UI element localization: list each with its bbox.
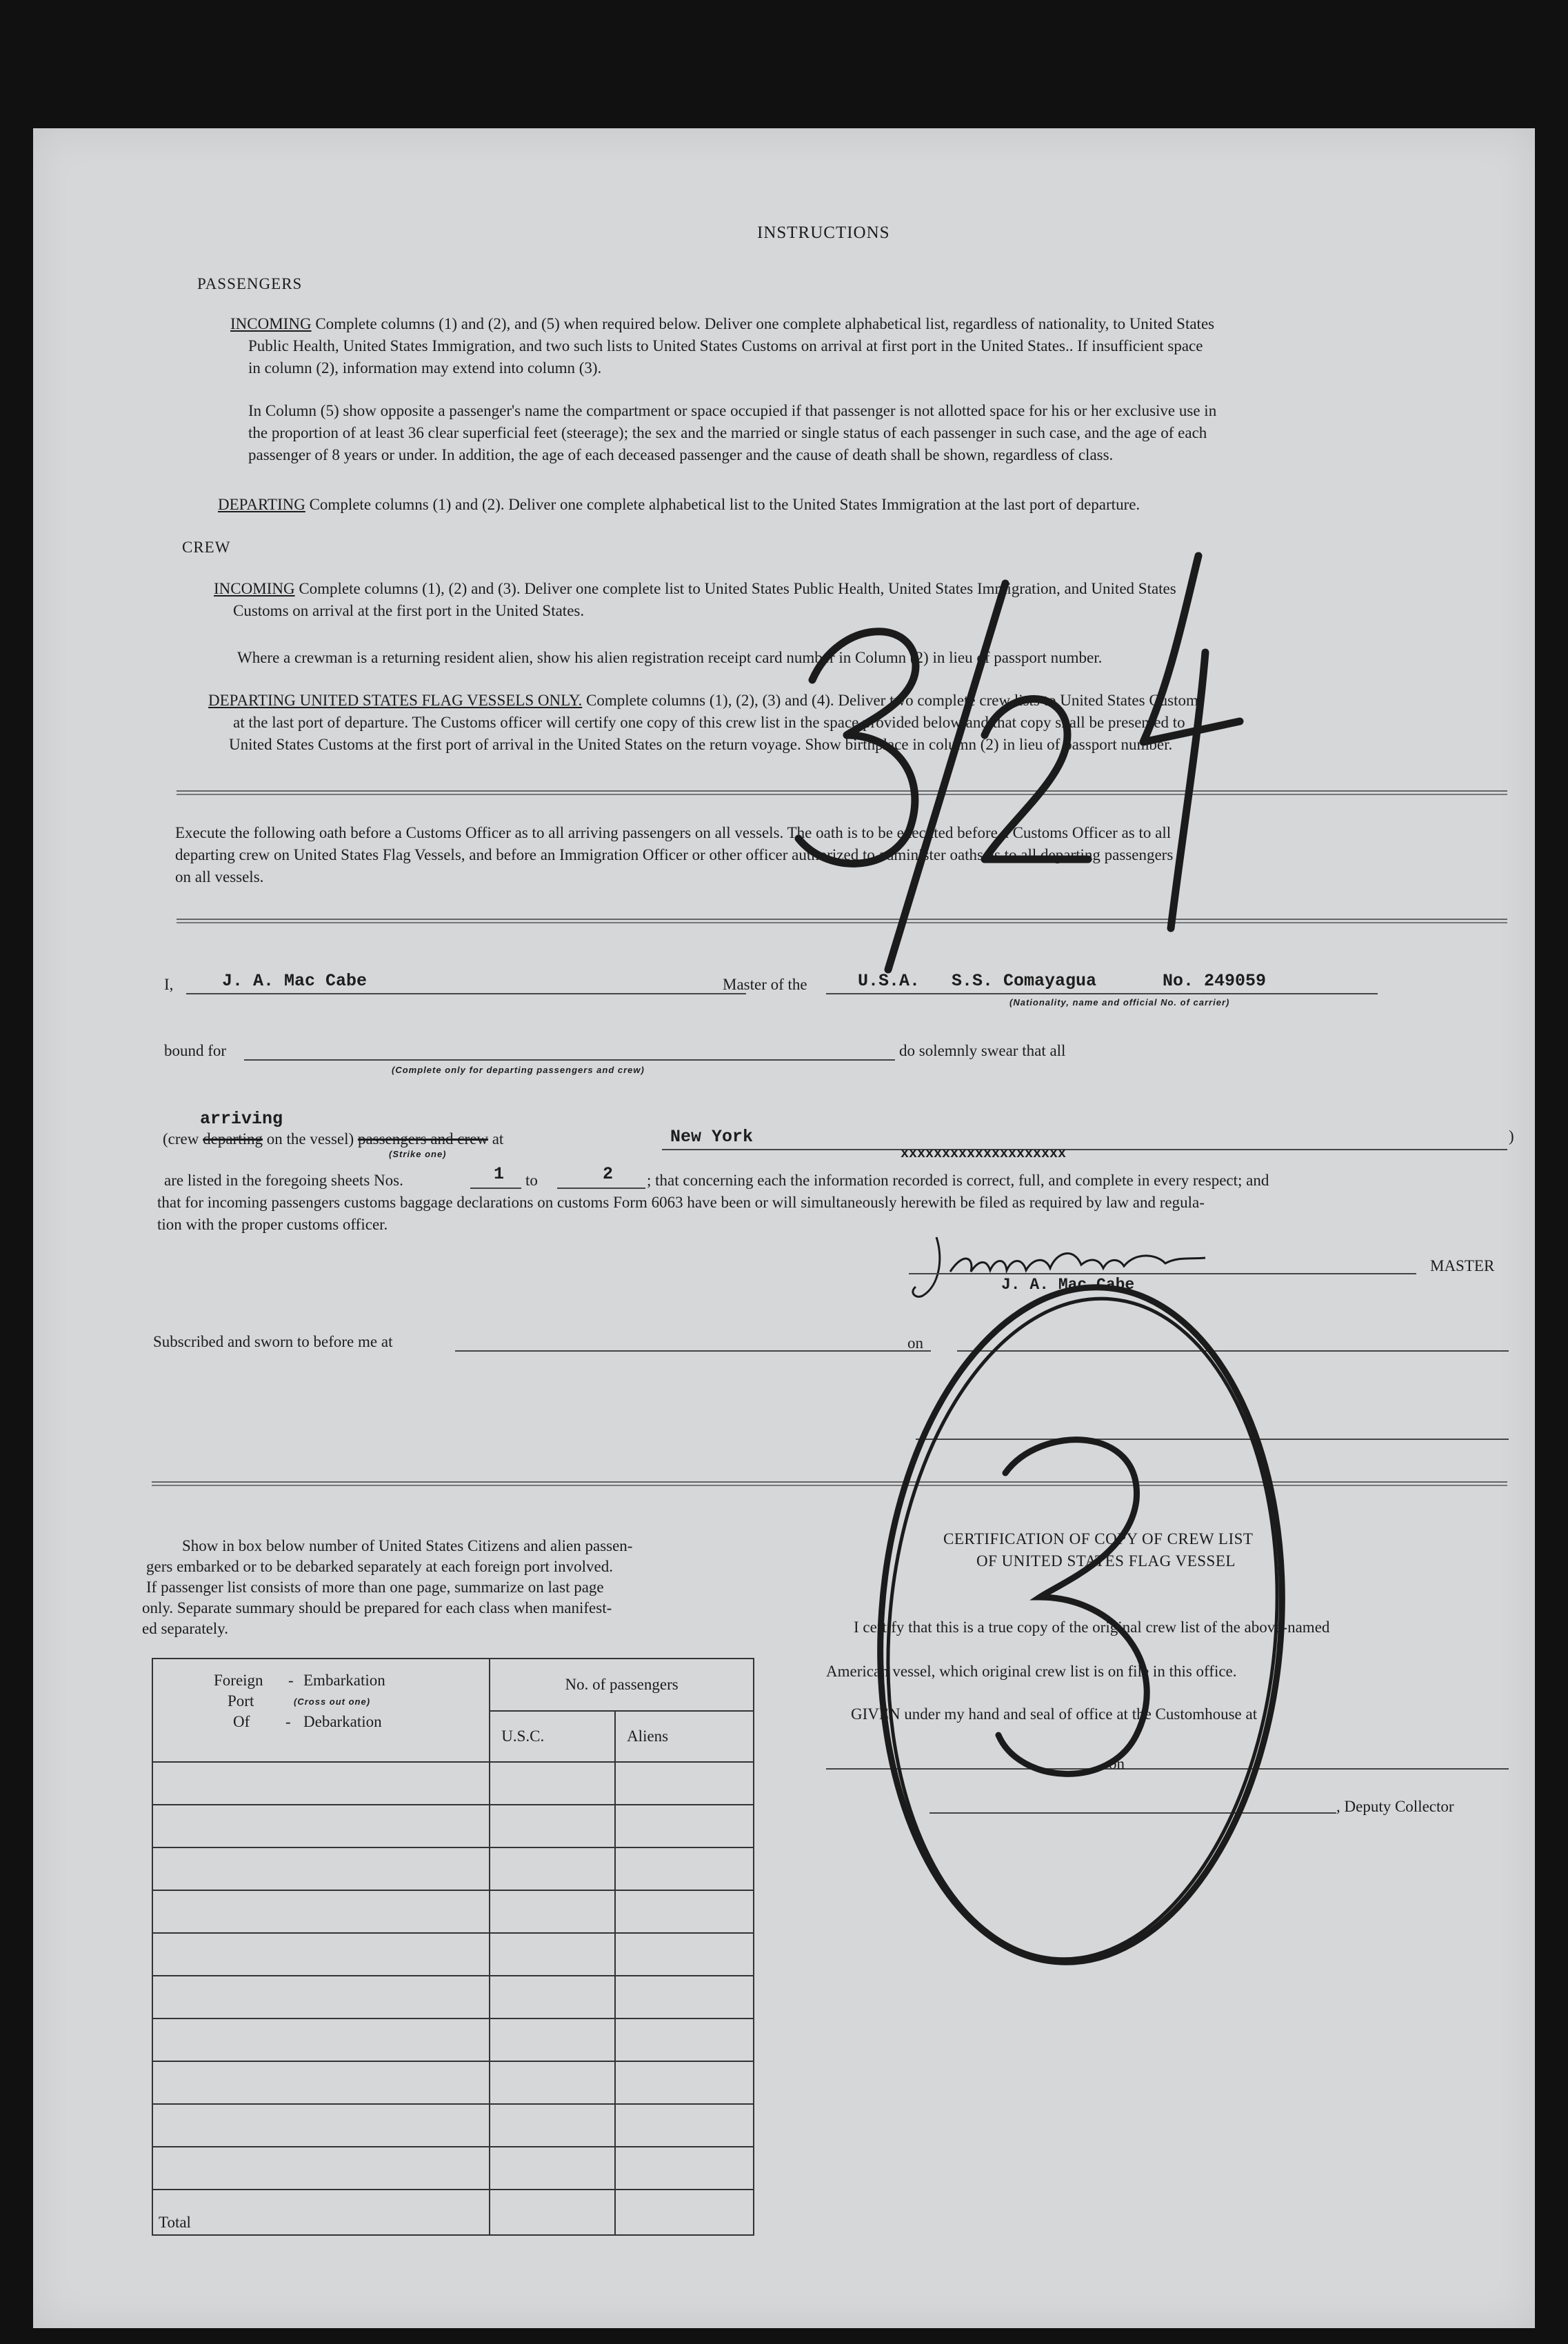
summary-line-2: gers embarked or to be debarked separately at each foreign port involved. (146, 1558, 613, 1575)
crew-departing-us (208, 690, 1205, 712)
certification-title-2: OF UNITED STATES FLAG VESSEL (976, 1552, 1236, 1570)
passengers-departing (218, 494, 1140, 516)
vessel-name-value[interactable]: S.S. Comayagua (952, 971, 1097, 991)
summary-line-1: Show in box below number of United States Citizens and alien passen- (182, 1537, 633, 1554)
nationality-value[interactable]: U.S.A. (858, 971, 921, 991)
subscribed-on-label: on (907, 1334, 923, 1352)
aliens-cell[interactable] (615, 1847, 754, 1890)
port-cell[interactable] (152, 2104, 490, 2147)
bound-for-label: bound for (164, 1042, 227, 1059)
vessel-number-value[interactable]: No. 249059 (1163, 971, 1267, 991)
cross-out-caption: (Cross out one) (294, 1696, 371, 1707)
foreign-port-header (152, 1659, 490, 1762)
given-text: GIVEN under my hand and seal of office at the Customhouse at (851, 1705, 1258, 1723)
oath-instructions-line-2: departing crew on United States Flag Vessels, and before an Immigration Officer or other officer authorized to administer oaths as to all departing passengers (175, 846, 1174, 863)
usc-cell[interactable] (490, 2104, 615, 2147)
no-passengers-header: No. of passengers (490, 1659, 754, 1711)
oath-i-label: I, (164, 976, 174, 993)
subscribed-at-line (455, 1350, 931, 1352)
port-label: Port (228, 1692, 254, 1710)
port-cell[interactable] (152, 2019, 490, 2061)
to-label: to (525, 1172, 538, 1189)
aliens-cell[interactable] (615, 1976, 754, 2019)
swear-text: do solemnly swear that all (899, 1042, 1066, 1059)
master-label: MASTER (1430, 1257, 1495, 1274)
summary-row (152, 2019, 754, 2061)
certification-on-label: on (1109, 1755, 1125, 1772)
crew-heading: CREW (182, 539, 231, 556)
deputy-label: , Deputy Collector (1336, 1798, 1454, 1815)
at-label: at (492, 1130, 504, 1148)
page-title: INSTRUCTIONS (757, 223, 890, 242)
sheet-from[interactable]: 1 (494, 1164, 505, 1184)
sheet-to[interactable]: 2 (603, 1164, 614, 1184)
master-signature (909, 1230, 1267, 1313)
dash-1: - (288, 1672, 294, 1689)
form-sheet (33, 128, 1535, 2328)
total-aliens-cell[interactable] (615, 2190, 754, 2235)
summary-row (152, 1976, 754, 2019)
oath-instructions-line-3: on all vessels. (175, 868, 264, 885)
usc-cell[interactable] (490, 1890, 615, 1933)
crew-departing-us-label: DEPARTING UNITED STATES FLAG VESSELS ONLY. (208, 692, 583, 709)
port-cell[interactable] (152, 1976, 490, 2019)
summary-row (152, 2061, 754, 2104)
port-line (662, 1149, 1507, 1150)
summary-row (152, 1762, 754, 1805)
on-vessel: on the vessel) (266, 1130, 354, 1148)
port-cell[interactable] (152, 1933, 490, 1976)
usc-cell[interactable] (490, 1762, 615, 1805)
crew-incoming-label: INCOMING (214, 580, 295, 597)
aliens-cell[interactable] (615, 1805, 754, 1847)
summary-rows (152, 1762, 754, 2190)
usc-cell[interactable] (490, 1805, 615, 1847)
crew-departing-us-line-3: United States Customs at the first port of arrival in the United States on the return voyage. Show birthplace in column (2) in lieu of passport number. (229, 736, 1173, 753)
passengers-incoming-line-3: in column (2), information may extend into column (3). (248, 359, 602, 377)
crew-incoming-line-1: Complete columns (1), (2) and (3). Deliver one complete list to United States Public Health, United States Immigration, and United States (299, 580, 1176, 597)
signature-typed: J. A. Mac Cabe (1001, 1276, 1135, 1294)
listed-rest: ; that concerning each the information recorded is correct, full, and complete in every respect; and (647, 1172, 1269, 1189)
struck-text: passengers and crew (357, 1130, 488, 1148)
master-signature-line (909, 1273, 1416, 1274)
certify-line-1: I certify that this is a true copy of the original crew list of the above-named (854, 1619, 1330, 1636)
crew-resident-alien: Where a crewman is a returning resident alien, show his alien registration receipt card number in Column (2) in lieu of passport number. (237, 649, 1103, 666)
port-cell[interactable] (152, 2061, 490, 2104)
listed-label: are listed in the foregoing sheets Nos. (164, 1172, 403, 1189)
crew-incoming (214, 578, 1176, 600)
customhouse-line (826, 1768, 1185, 1770)
summary-row (152, 1933, 754, 1976)
crew-open: (crew (163, 1130, 199, 1148)
aliens-header: Aliens (615, 1711, 754, 1762)
close-paren: ) (1509, 1128, 1514, 1145)
aliens-cell[interactable] (615, 1933, 754, 1976)
usc-cell[interactable] (490, 2147, 615, 2190)
aliens-cell[interactable] (615, 2061, 754, 2104)
master-of-label: Master of the (723, 976, 807, 993)
passengers-incoming-line-2: Public Health, United States Immigration, and two such lists to United States Customs on arrival at first port in the United States.. If insufficient space (248, 337, 1203, 354)
arriving-typed[interactable]: arriving (200, 1109, 283, 1129)
summary-row (152, 1890, 754, 1933)
port-cell[interactable] (152, 1847, 490, 1890)
aliens-cell[interactable] (615, 2147, 754, 2190)
passenger-summary-table (152, 1658, 754, 2236)
total-label: Total (152, 2190, 490, 2235)
customs-line: that for incoming passengers customs baggage declarations on customs Form 6063 have been or will simultaneously herewith be filed as required by law and regula- (157, 1194, 1205, 1211)
port-value[interactable]: New York (670, 1127, 754, 1147)
crew-incoming-line-2: Customs on arrival at the first port in the United States. (233, 602, 585, 619)
divider-2 (177, 919, 1507, 923)
proper-officer: tion with the proper customs officer. (157, 1216, 388, 1233)
usc-cell[interactable] (490, 2061, 615, 2104)
strike-caption: (Strike one) (389, 1149, 447, 1159)
foreign-label: Foreign (214, 1672, 263, 1689)
crew-struck: departing (203, 1130, 263, 1148)
deputy-signature-line (929, 1812, 1336, 1814)
sheet-from-line (470, 1188, 521, 1189)
embarkation-label: Embarkation (303, 1672, 385, 1689)
column5-line-2: the proportion of at least 36 clear superficial feet (steerage); the sex and the married or single status of each passenger in such case, and the age of each (248, 424, 1207, 441)
summary-line-3: If passenger list consists of more than one page, summarize on last page (146, 1579, 604, 1596)
port-cell[interactable] (152, 1805, 490, 1847)
aliens-cell[interactable] (615, 1762, 754, 1805)
passengers-departing-label: DEPARTING (218, 496, 305, 513)
bound-caption: (Complete only for departing passengers and crew) (392, 1065, 645, 1075)
bound-for-line (244, 1059, 895, 1061)
column5-line-3: passenger of 8 years or under. In addition, the age of each deceased passenger and the cause of death shall be shown, regardless of class. (248, 446, 1114, 463)
crew-clause (163, 1128, 503, 1150)
passengers-departing-text: Complete columns (1) and (2). Deliver one complete alphabetical list to the United States Immigration at the last port of departure. (309, 496, 1140, 513)
passengers-incoming-line-1: Complete columns (1) and (2), and (5) when required below. Deliver one complete alphabetical list, regardless of nationality, to United States (315, 315, 1215, 332)
divider-1 (177, 790, 1507, 795)
usc-cell[interactable] (490, 2019, 615, 2061)
summary-row (152, 1847, 754, 1890)
usc-cell[interactable] (490, 1847, 615, 1890)
oath-instructions-line-1: Execute the following oath before a Customs Officer as to all arriving passengers on all vessels. The oath is to be executed before a Customs Officer as to all (175, 824, 1172, 841)
summary-line-4: only. Separate summary should be prepared for each class when manifest- (142, 1599, 612, 1616)
port-cell[interactable] (152, 1762, 490, 1805)
master-name-line (186, 993, 746, 994)
aliens-cell[interactable] (615, 2104, 754, 2147)
column5-line-1: In Column (5) show opposite a passenger's name the compartment or space occupied if that passenger is not allotted space for his or her exclusive use in (248, 402, 1217, 419)
aliens-cell[interactable] (615, 1890, 754, 1933)
debarkation-label: Debarkation (303, 1713, 382, 1730)
officer-line (916, 1439, 1509, 1440)
port-cell[interactable] (152, 1890, 490, 1933)
total-usc-cell[interactable] (490, 2190, 615, 2235)
port-struck: xxxxxxxxxxxxxxxxxxxx (901, 1146, 1067, 1162)
divider-3 (152, 1481, 1507, 1486)
certify-line-2: American vessel, which original crew list is on file in this office. (826, 1663, 1237, 1680)
aliens-cell[interactable] (615, 2019, 754, 2061)
summary-line-5: ed separately. (142, 1620, 228, 1637)
master-name-value[interactable]: J. A. Mac Cabe (222, 971, 368, 991)
crew-departing-us-line-2: at the last port of departure. The Customs officer will certify one copy of this crew list in the space provided below and that copy shall be presented to (233, 714, 1185, 731)
dash-2: - (285, 1713, 291, 1730)
certification-title-1: CERTIFICATION OF COPY OF CREW LIST (943, 1530, 1254, 1547)
subscribed-on-line (957, 1350, 1509, 1352)
of-label: Of (233, 1713, 250, 1730)
usc-header: U.S.C. (490, 1711, 615, 1762)
summary-row (152, 2104, 754, 2147)
passengers-heading: PASSENGERS (197, 275, 303, 292)
usc-cell[interactable] (490, 1933, 615, 1976)
vessel-line (826, 993, 1378, 994)
port-cell[interactable] (152, 2147, 490, 2190)
crew-departing-us-line-1: Complete columns (1), (2), (3) and (4). Deliver two complete crew lists to United States Customs (586, 692, 1205, 709)
passengers-incoming-label: INCOMING (230, 315, 312, 332)
usc-cell[interactable] (490, 1976, 615, 2019)
certification-on-line (1143, 1768, 1509, 1770)
summary-row (152, 2147, 754, 2190)
date-mark-text: 3/24 (757, 514, 758, 515)
nationality-caption: (Nationality, name and official No. of carrier) (1009, 997, 1230, 1008)
summary-row (152, 1805, 754, 1847)
subscribed-label: Subscribed and sworn to before me at (153, 1333, 393, 1350)
sheet-to-line (557, 1188, 645, 1189)
passengers-incoming (230, 313, 1214, 335)
